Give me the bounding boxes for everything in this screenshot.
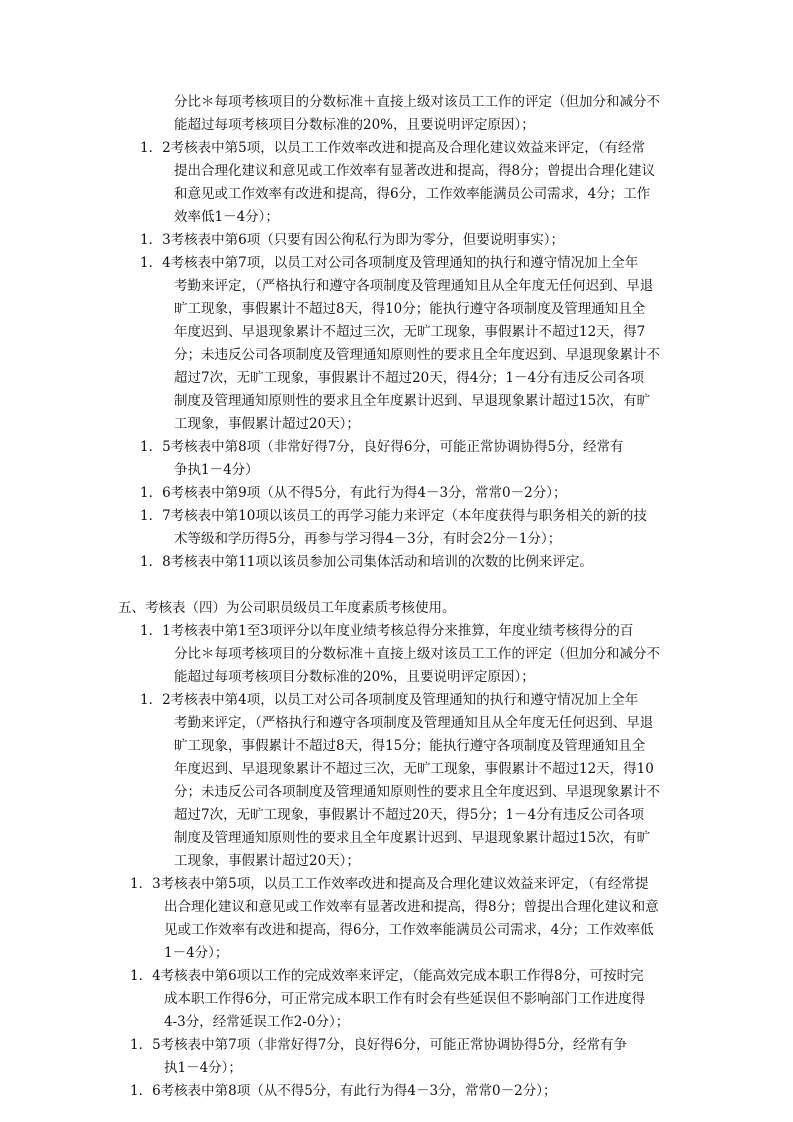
list-item [130,1080,690,1103]
text-line: 执1－4分）； [164,1060,242,1076]
text-line: 4-3分，经常延误工作2-0分）； [164,1014,350,1030]
text-line: 超过7次，无旷工现象，事假累计不超过20天，得4分；1－4分有违反公司各项 [174,370,645,386]
text-line: 考勤来评定，（严格执行和遵守各项制度及管理通知且从全年度无任何迟到、早退 [174,715,654,731]
text-line: 超过7次，无旷工现象，事假累计不超过20天，得5分；1－4分有违反公司各项 [174,807,645,823]
list-item [140,551,680,574]
list-item [140,689,680,873]
text-line: 和意见或工作效率有改进和提高，得6分，工作效率能满员公司需求，4分；工作 [174,186,651,202]
list-item-head: 1．5考核表中第7项（非常好得7分，良好得6分，可能正常协调协得5分，经常有争 [130,1037,628,1053]
list-item [130,965,690,1034]
list-item [140,482,680,505]
list-item-head: 1．3考核表中第6项（只要有因公徇私行为即为零分，但要说明事实）； [140,232,565,248]
list-item-head: 1．3考核表中第5项，以员工工作效率改进和提高及合理化建议效益来评定，（有经常提 [130,876,649,892]
list-item-head: 1．8考核表中第11项以该员参加公司集体活动和培训的次数的比例来评定。 [140,554,593,570]
text-line: 分；未违反公司各项制度及管理通知原则性的要求且全年度迟到、早退现象累计不 [174,784,660,800]
text-line: 分比＊每项考核项目的分数标准＋直接上级对该员工工作的评定（但加分和减分不 [174,646,660,662]
list-item [140,436,680,482]
list-item [140,505,680,551]
text-line: 能超过每项考核项目分数标准的20%，且要说明评定原因）； [174,117,535,133]
text-line: 1－4分）； [164,945,229,961]
text-line: 成本职工作得6分，可正常完成本职工作有时会有些延误但不影响部门工作进度得 [164,991,646,1007]
text-line: 年度迟到、早退现象累计不超过三次，无旷工现象，事假累计不超过12天，得7 [174,324,646,340]
text-line: 旷工现象，事假累计不超过8天，得10分；能执行遵守各项制度及管理通知且全 [174,301,646,317]
section-heading-text: 五、考核表（四）为公司职员级员工年度素质考核使用。 [118,600,456,616]
text-line: 工现象，事假累计超过20天）； [174,416,360,432]
list-item-head: 1．4考核表中第7项，以员工对公司各项制度及管理通知的执行和遵守情况加上全年 [140,255,639,271]
list-item [140,252,680,436]
text-line: 出合理化建议和意见或工作效率有显著改进和提高，得8分；曾提出合理化建议和意 [164,899,659,915]
list-item [140,620,680,689]
text-line: 考勤来评定，（严格执行和遵守各项制度及管理通知且从全年度无任何迟到、早退 [174,278,654,294]
text-line: 争执1－4分） [174,462,259,478]
text-line: 工现象，事假累计超过20天）； [174,853,360,869]
list-item-head: 1．5考核表中第8项（非常好得7分，良好得6分，可能正常协调协得5分，经常有 [140,439,624,455]
list-item-head: 1．7考核表中第10项以该员工的再学习能力来评定（本年度获得与职务相关的新的技 [140,508,647,524]
text-line: 见或工作效率有改进和提高，得6分，工作效率能满员公司需求，4分；工作效率低 [164,922,654,938]
list-item [130,1034,690,1080]
list-item [130,873,690,965]
text-line: 效率低1－4分）； [174,209,279,225]
list-item-head: 1．2考核表中第5项，以员工工作效率改进和提高及合理化建议效益来评定，（有经常 [140,140,646,156]
list-item [140,137,680,229]
list-item-head: 1．4考核表中第6项以工作的完成效率来评定，（能高效完成本职工作得8分，可按时完 [130,968,644,984]
text-line: 能超过每项考核项目分数标准的20%，且要说明评定原因）； [174,669,535,685]
section-heading [118,597,678,620]
list-item [140,229,680,252]
text-line: 制度及管理通知原则性的要求且全年度累计迟到、早退现象累计超过15次，有旷 [174,830,651,846]
text-line: 分比＊每项考核项目的分数标准＋直接上级对该员工工作的评定（但加分和减分不 [174,94,660,110]
text-line: 术等级和学历得5分，再参与学习得4－3分，有时会2分－1分）； [174,531,562,547]
paragraph-continuation [174,91,694,137]
text-line: 旷工现象，事假累计不超过8天，得15分；能执行遵守各项制度及管理通知且全 [174,738,646,754]
text-line: 分；未违反公司各项制度及管理通知原则性的要求且全年度迟到、早退现象累计不 [174,347,660,363]
text-line: 提出合理化建议和意见或工作效率有显著改进和提高，得8分；曾提出合理化建议 [174,163,656,179]
text-line: 制度及管理通知原则性的要求且全年度累计迟到、早退现象累计超过15次，有旷 [174,393,651,409]
list-item-head: 1．6考核表中第9项（从不得5分，有此行为得4－3分，常常0－2分）； [140,485,567,501]
list-item-head: 1．2考核表中第4项，以员工对公司各项制度及管理通知的执行和遵守情况加上全年 [140,692,639,708]
list-item-head: 1．1考核表中第1至3项评分以年度业绩考核总得分来推算，年度业绩考核得分的百 [140,623,634,639]
text-line: 年度迟到、早退现象累计不超过三次，无旷工现象，事假累计不超过12天，得10 [174,761,654,777]
list-item-head: 1．6考核表中第8项（从不得5分，有此行为得4－3分，常常0－2分）； [130,1083,557,1099]
